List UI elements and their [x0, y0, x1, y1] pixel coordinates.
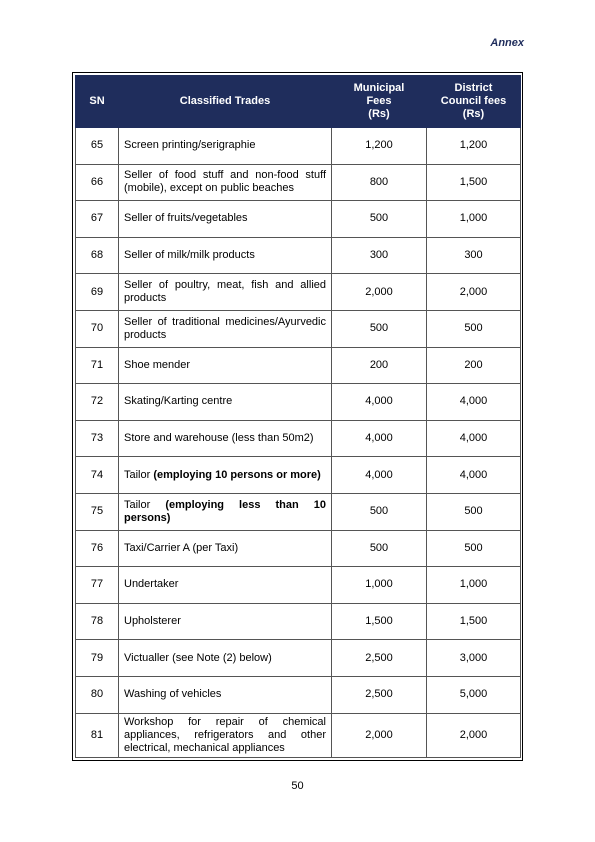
cell-sn: 73 [76, 420, 119, 457]
cell-sn: 66 [76, 164, 119, 201]
cell-trade: Undertaker [119, 567, 332, 604]
cell-municipal-fee: 200 [332, 347, 427, 384]
cell-sn: 78 [76, 603, 119, 640]
cell-district-fee: 2,000 [427, 274, 521, 311]
cell-trade: Washing of vehicles [119, 676, 332, 713]
cell-municipal-fee: 1,500 [332, 603, 427, 640]
page-number: 50 [291, 780, 304, 792]
cell-sn: 81 [76, 713, 119, 757]
cell-municipal-fee: 4,000 [332, 457, 427, 494]
cell-sn: 72 [76, 384, 119, 421]
cell-sn: 79 [76, 640, 119, 677]
table-row [76, 530, 521, 567]
trade-name: Tailor [124, 468, 151, 481]
table-row [76, 384, 521, 421]
cell-sn: 75 [76, 493, 119, 530]
cell-trade: Screen printing/serigraphie [119, 128, 332, 165]
cell-municipal-fee: 2,000 [332, 713, 427, 757]
cell-trade [119, 493, 332, 530]
cell-district-fee: 4,000 [427, 420, 521, 457]
table-row [76, 676, 521, 713]
cell-district-fee: 500 [427, 310, 521, 347]
cell-sn: 74 [76, 457, 119, 494]
cell-district-fee: 300 [427, 237, 521, 274]
cell-trade: Seller of food stuff and non-food stuff (mobile), except on public beaches [119, 164, 332, 201]
cell-district-fee: 3,000 [427, 640, 521, 677]
fees-table [75, 75, 521, 758]
cell-municipal-fee: 1,200 [332, 128, 427, 165]
cell-district-fee: 2,000 [427, 713, 521, 757]
cell-sn: 77 [76, 567, 119, 604]
header-sn: SN [76, 76, 119, 128]
cell-sn: 65 [76, 128, 119, 165]
cell-municipal-fee: 500 [332, 530, 427, 567]
cell-trade: Taxi/Carrier A (per Taxi) [119, 530, 332, 567]
cell-sn: 80 [76, 676, 119, 713]
table-row [76, 310, 521, 347]
table-row [76, 274, 521, 311]
cell-municipal-fee: 4,000 [332, 420, 427, 457]
cell-municipal-fee: 800 [332, 164, 427, 201]
cell-sn: 67 [76, 201, 119, 238]
cell-municipal-fee: 2,500 [332, 640, 427, 677]
cell-trade: Seller of milk/milk products [119, 237, 332, 274]
table-row [76, 201, 521, 238]
header-district-council-fees: District Council fees (Rs) [427, 76, 521, 128]
cell-trade: Seller of traditional medicines/Ayurvedic products [119, 310, 332, 347]
cell-trade: Shoe mender [119, 347, 332, 384]
table-row [76, 164, 521, 201]
cell-district-fee: 1,000 [427, 201, 521, 238]
cell-trade: Seller of fruits/vegetables [119, 201, 332, 238]
cell-municipal-fee: 2,000 [332, 274, 427, 311]
table-body [76, 128, 521, 758]
fees-table-frame [72, 72, 523, 761]
cell-district-fee: 1,000 [427, 567, 521, 604]
table-row [76, 237, 521, 274]
cell-trade: Workshop for repair of chemical appliances, refrigerators and other electrical, mechanical appliances [119, 713, 332, 757]
cell-sn: 69 [76, 274, 119, 311]
cell-district-fee: 1,500 [427, 603, 521, 640]
cell-district-fee: 200 [427, 347, 521, 384]
cell-trade: Seller of poultry, meat, fish and allied products [119, 274, 332, 311]
cell-district-fee: 1,500 [427, 164, 521, 201]
table-header-row [76, 76, 521, 128]
cell-district-fee: 1,200 [427, 128, 521, 165]
cell-sn: 70 [76, 310, 119, 347]
cell-sn: 71 [76, 347, 119, 384]
cell-trade [119, 457, 332, 494]
cell-municipal-fee: 4,000 [332, 384, 427, 421]
cell-municipal-fee: 2,500 [332, 676, 427, 713]
table-row [76, 640, 521, 677]
table-row [76, 493, 521, 530]
annex-label: Annex [490, 37, 524, 49]
cell-district-fee: 500 [427, 530, 521, 567]
cell-district-fee: 500 [427, 493, 521, 530]
table-row [76, 457, 521, 494]
table-row [76, 713, 521, 757]
cell-trade: Store and warehouse (less than 50m2) [119, 420, 332, 457]
cell-sn: 68 [76, 237, 119, 274]
trade-name: Tailor [124, 498, 151, 511]
cell-trade: Upholsterer [119, 603, 332, 640]
cell-municipal-fee: 500 [332, 201, 427, 238]
table-row [76, 603, 521, 640]
trade-qualifier: (employing 10 persons or more) [153, 468, 321, 481]
cell-district-fee: 4,000 [427, 384, 521, 421]
table-row [76, 347, 521, 384]
cell-municipal-fee: 500 [332, 493, 427, 530]
table-row [76, 567, 521, 604]
header-municipal-fees: Municipal Fees (Rs) [332, 76, 427, 128]
cell-trade: Victualler (see Note (2) below) [119, 640, 332, 677]
cell-trade: Skating/Karting centre [119, 384, 332, 421]
cell-district-fee: 4,000 [427, 457, 521, 494]
cell-municipal-fee: 300 [332, 237, 427, 274]
cell-municipal-fee: 500 [332, 310, 427, 347]
table-row [76, 420, 521, 457]
cell-sn: 76 [76, 530, 119, 567]
cell-municipal-fee: 1,000 [332, 567, 427, 604]
trade-qualifier: (employing less than 10 persons) [124, 498, 326, 524]
cell-district-fee: 5,000 [427, 676, 521, 713]
table-row [76, 128, 521, 165]
header-classified-trades: Classified Trades [119, 76, 332, 128]
